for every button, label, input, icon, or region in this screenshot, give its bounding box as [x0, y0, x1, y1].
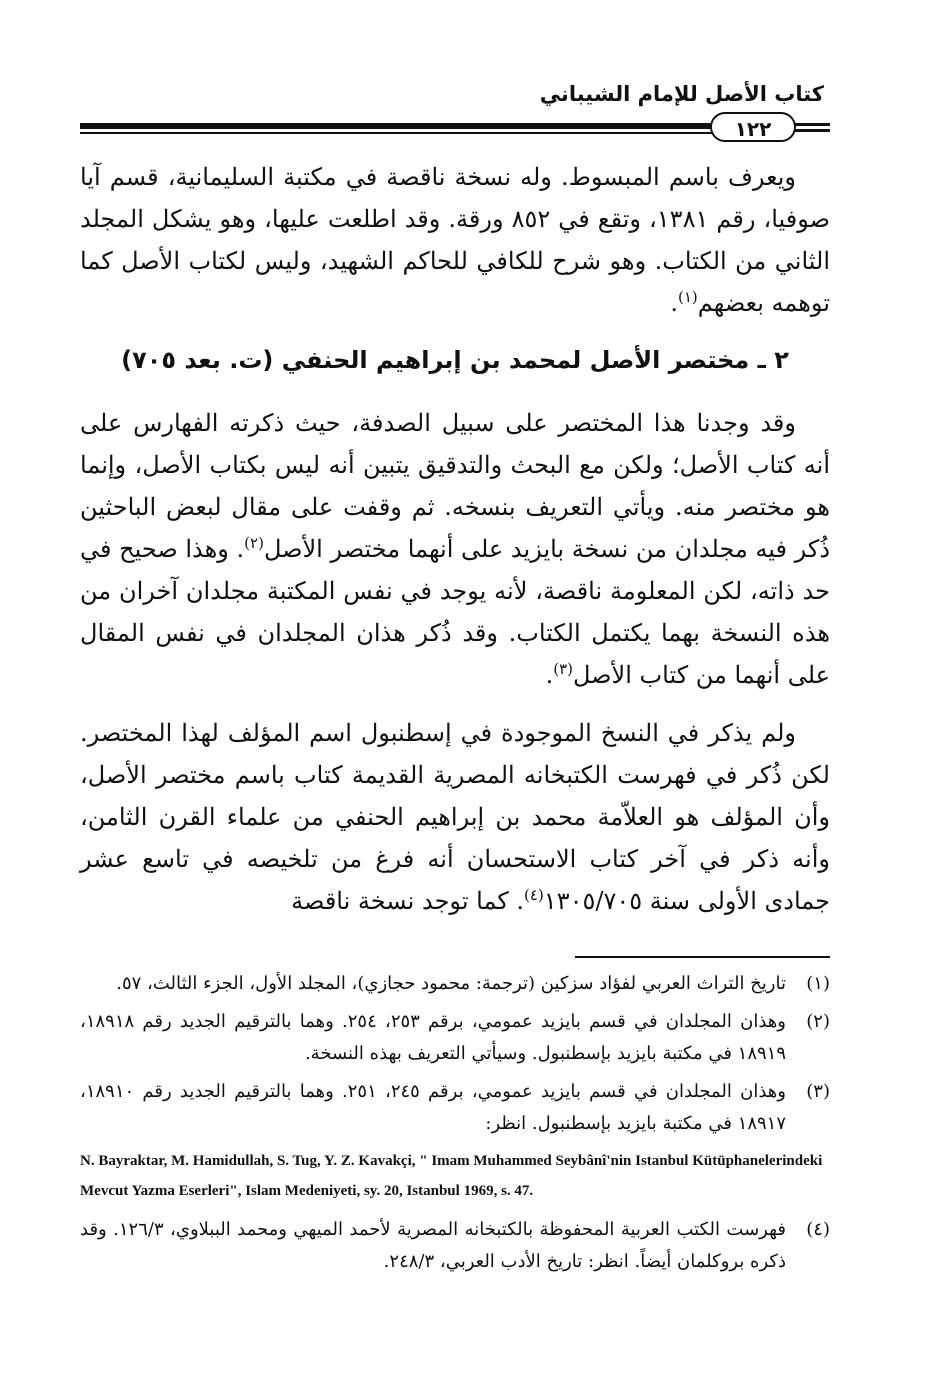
- header-rule-right-bottom: [792, 129, 830, 132]
- paragraph-2-text-a: وقد وجدنا هذا المختصر على سبيل الصدفة، حيث ذكرته الفهارس على أنه كتاب الأصل؛ ولكن مع البحث والتدقيق يتبين أنه ليس بكتاب الأصل، وإنما هو مختصر منه. ويأتي التعريف بنسخه. ثم وقفت على مقال لبعض الباحثين ذُكر فيه مجلدان من نسخة بايزيد على أنهما مختصر الأصل: [80, 409, 831, 563]
- paragraph-3-text-a: ولم يذكر في النسخ الموجودة في إسطنبول اسم المؤلف لهذا المختصر. لكن ذُكر في فهرست الكتبخانه المصرية القديمة كتاب باسم مختصر الأصل، وأن المؤلف هو العلاّمة محمد بن إبراهيم الحنفي من علماء القرن الثامن، وأنه ذكر في آخر كتاب الاستحسان أنه فرغ من تلخيصه في تاسع عشر جمادى الأولى سنة ١٣٠٥/٧٠٥: [80, 719, 830, 915]
- footnote-text: وهذان المجلدان في قسم بايزيد عمومي، برقم ٢٥٣، ٢٥٤. وهما بالترقيم الجديد رقم ١٨٩١٨، ١٨٩١٩ في مكتبة بايزيد بإسطنبول. وسيأتي التعريف بهذه النسخة.: [80, 1011, 786, 1064]
- paragraph-2-text-b: . وهذا صحيح في حد ذاته، لكن المعلومة ناقصة، لأنه يوجد في نفس المكتبة مجلدان آخران من هذه النسخة بهما يكتمل الكتاب. وقد ذُكر هذان المجلدان في نفس المقال على أنهما من كتاب الأصل: [80, 535, 830, 689]
- footnote-number: (٣): [806, 1081, 830, 1102]
- footnotes: [80, 968, 830, 1284]
- running-title: كتاب الأصل للإمام الشيباني: [539, 82, 824, 106]
- section-heading: ٢ ـ مختصر الأصل لمحمد بن إبراهيم الحنفي (ت. بعد ٧٠٥): [121, 346, 789, 374]
- paragraph-3: [80, 712, 830, 922]
- footnote-3: [80, 1076, 830, 1140]
- footnote-1: [80, 968, 830, 1000]
- main-text: [80, 156, 830, 938]
- footnote-separator: [575, 956, 830, 958]
- page-header: [80, 78, 830, 140]
- paragraph-1-text: ويعرف باسم المبسوط. وله نسخة ناقصة في مكتبة السليمانية، قسم آيا صوفيا، رقم ١٣٨١، وتقع في ٨٥٢ ورقة. وقد اطلعت عليها، وهو يشكل المجلد الثاني من الكتاب. وهو شرح للكافي للحاكم الشهيد، وليس لكتاب الأصل كما توهمه بعضهم: [80, 163, 830, 317]
- paragraph-2-end: .: [545, 661, 554, 689]
- header-rule-thin: [80, 132, 712, 134]
- footnote-ref-4: (٤): [524, 886, 544, 904]
- footnote-number: (١): [806, 973, 830, 994]
- footnote-number: (٢): [806, 1011, 830, 1032]
- paragraph-1-end: .: [670, 289, 678, 317]
- footnote-text: تاريخ التراث العربي لفؤاد سزكين (ترجمة: محمود حجازي)، المجلد الأول، الجزء الثالث، ٥٧.: [116, 973, 786, 994]
- footnote-text: فهرست الكتب العربية المحفوظة بالكتبخانه المصرية لأحمد الميهي ومحمد الببلاوي، ١٢٦/٣. وقد ذكره بروكلمان أيضاً. انظر: تاريخ الأدب العربي، ٢٤٨/٣.: [80, 1219, 786, 1272]
- paragraph-3-text-b: . كما توجد نسخة ناقصة: [291, 887, 525, 915]
- page-number-badge: ١٢٢: [710, 112, 796, 142]
- footnote-2: [80, 1006, 830, 1070]
- footnote-4: [80, 1214, 830, 1278]
- header-rule-right-top: [792, 123, 830, 126]
- latin-citation: N. Bayraktar, M. Hamidullah, S. Tug, Y. Z. Kavakçi, " Imam Muhammed Seybânî'nin Istanbul Kütüphanelerindeki Mevcut Yazma Eserleri", Islam Medeniyeti, sy. 20, Istanbul 1969, s. 47.: [80, 1153, 823, 1199]
- footnote-text: وهذان المجلدان في قسم بايزيد عمومي، برقم ٢٤٥، ٢٥١. وهما بالترقيم الجديد رقم ١٨٩١٠، ١٨٩١٧ في مكتبة بايزيد بإسطنبول. انظر:: [80, 1081, 786, 1134]
- footnote-ref-3: (٣): [553, 660, 573, 678]
- footnote-ref-2: (٢): [244, 534, 264, 552]
- footnote-ref-1: (١): [678, 288, 698, 306]
- paragraph-2: [80, 402, 830, 696]
- paragraph-1: [80, 156, 830, 324]
- footnote-number: (٤): [806, 1219, 830, 1240]
- header-rule-thick: [80, 123, 712, 129]
